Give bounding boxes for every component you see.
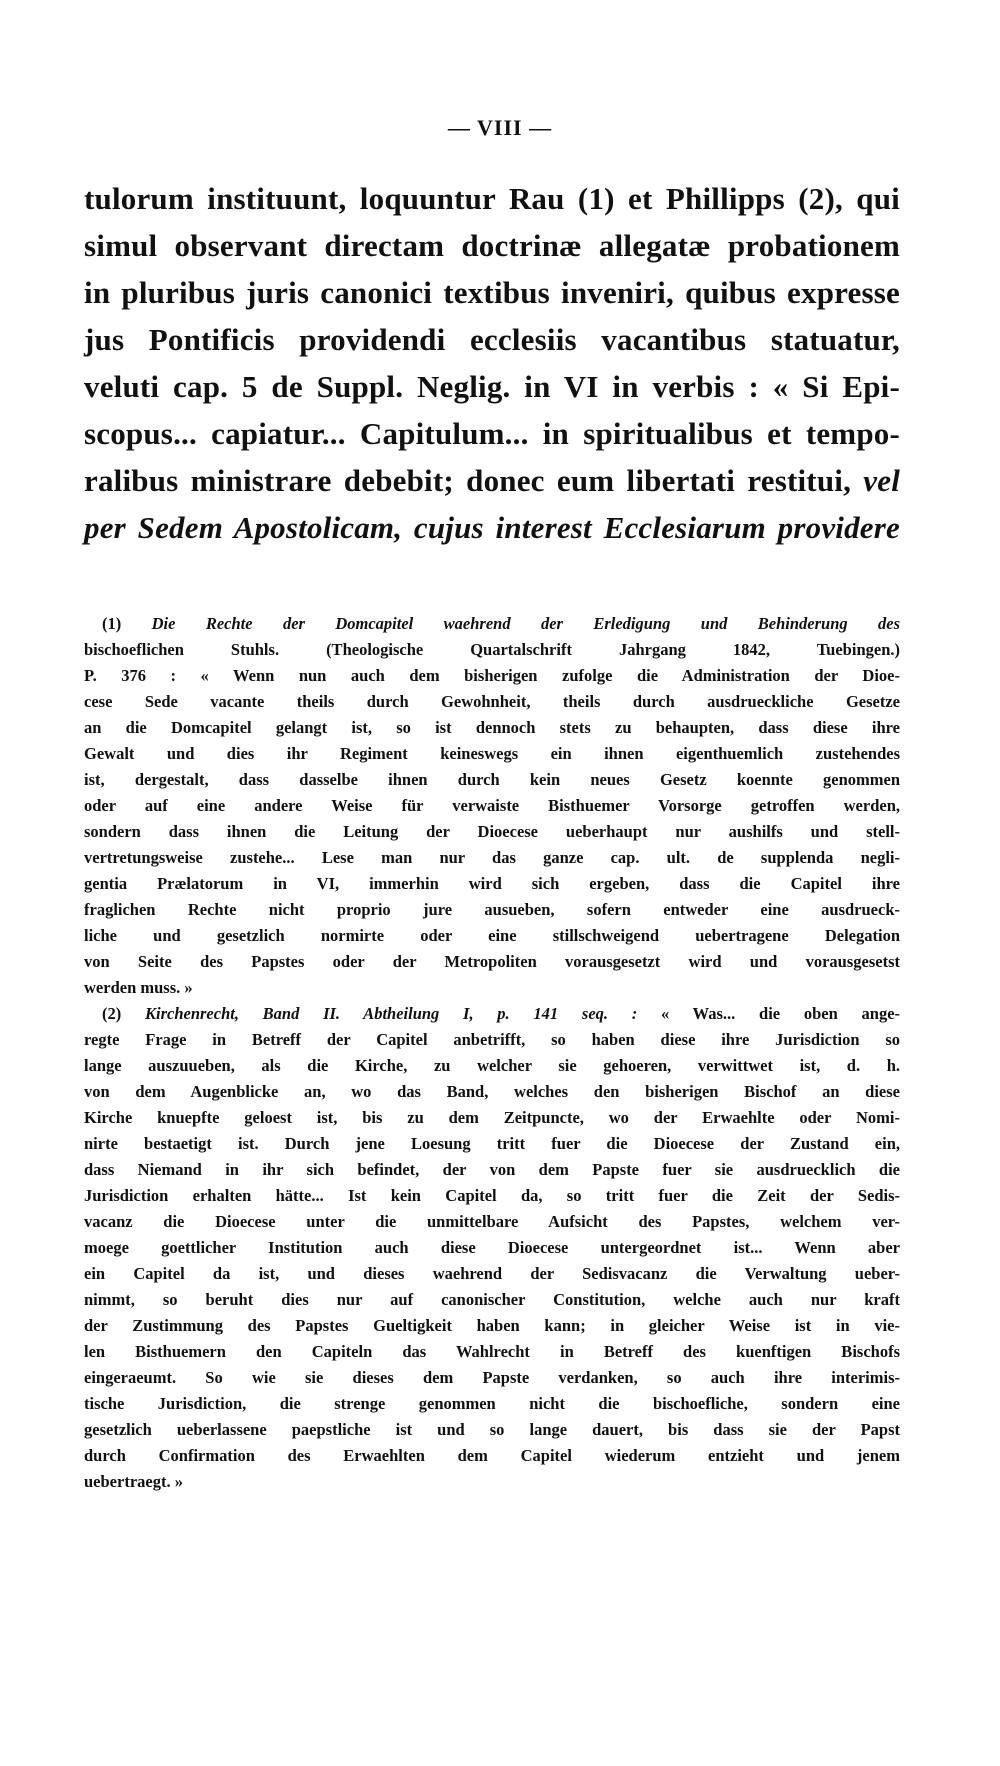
footnote-line: nirte bestaetigt ist. Durch jene Loesung tritt fuer die Dioecese der Zustand ein, [84, 1134, 900, 1153]
footnote-line: P. 376 : « Wenn nun auch dem bisherigen zufolge die Administration der Dioe- [84, 666, 900, 685]
footnote-line: an die Domcapitel gelangt ist, so ist dennoch stets zu behaupten, dass diese ihre [84, 718, 900, 737]
footnote-line: Jurisdiction erhalten hätte... Ist kein Capitel da, so tritt fuer die Zeit der Sedis- [84, 1186, 900, 1205]
main-text-line: veluti cap. 5 de Suppl. Neglig. in VI in verbis : « Si Epi- [84, 369, 900, 404]
main-text-line-italic: per Sedem Apostolicam, cujus interest Ecclesiarum providere [84, 510, 900, 545]
footnote-line: gentia Prælatorum in VI, immerhin wird sich ergeben, dass die Capitel ihre [84, 874, 900, 893]
main-text-line: simul observant directam doctrinæ allegatæ probationem [84, 228, 900, 263]
page-number: — VIII — [447, 115, 553, 140]
footnote-line: ein Capitel da ist, und dieses waehrend der Sedisvacanz die Verwaltung ueber- [84, 1264, 900, 1283]
footnote-line: gesetzlich ueberlassene paepstliche ist und so lange dauert, bis dass sie der Papst [84, 1420, 900, 1439]
main-text-line: tulorum instituunt, loquuntur Rau (1) et Phillipps (2), qui [84, 181, 900, 216]
footnote-line: ist, dergestalt, dass dasselbe ihnen durch kein neues Gesetz koennte genommen [84, 770, 900, 789]
footnote-line: vertretungsweise zustehe... Lese man nur das ganze cap. ult. de supplenda negli- [84, 848, 900, 867]
footnote-1-title: Die Rechte der Domcapitel waehrend der Erledigung und Behinderung des [151, 614, 901, 633]
footnote-line: cese Sede vacante theils durch Gewohnheit, theils durch ausdrueckliche Gesetze [84, 692, 900, 711]
footnote-line: dass Niemand in ihr sich befindet, der von dem Papste fuer sie ausdruecklich die [84, 1160, 900, 1179]
footnote-line: von Seite des Papstes oder der Metropoliten vorausgesetzt wird und vorausgesetst [84, 952, 900, 971]
footnote-1-source: bischoeflichen Stuhls. (Theologische Quartalschrift Jahrgang 1842, Tuebingen.) [84, 640, 900, 659]
footnote-line: Kirche knuepfte geloest ist, bis zu dem Zeitpuncte, wo der Erwaehlte oder Nomi- [84, 1108, 900, 1127]
footnote-2-reference: Kirchenrecht, Band II. Abtheilung I, p. 141 seq. : [144, 1004, 638, 1023]
main-text-block [84, 175, 900, 551]
footnote-2-heading [84, 1001, 900, 1027]
footnotes-block [84, 611, 900, 1495]
footnote-line: tische Jurisdiction, die strenge genommen nicht die bischoefliche, sondern eine [84, 1394, 900, 1413]
footnote-line: len Bisthuemern den Capiteln das Wahlrecht in Betreff des kuenftigen Bischofs [84, 1342, 900, 1361]
footnote-line: vacanz die Dioecese unter die unmittelbare Aufsicht des Papstes, welchem ver- [84, 1212, 900, 1231]
footnote-line: oder auf eine andere Weise für verwaiste Bisthuemer Vorsorge getroffen werden, [84, 796, 900, 815]
main-text-line: jus Pontificis providendi ecclesiis vacantibus statuatur, [84, 322, 900, 357]
footnote-line: uebertraegt. » [84, 1472, 183, 1491]
main-text-line: in pluribus juris canonici textibus inveniri, quibus expresse [84, 275, 900, 310]
footnote-2-quote-start: « Was... die oben ange- [660, 1004, 901, 1023]
footnote-line: sondern dass ihnen die Leitung der Dioecese ueberhaupt nur aushilfs und stell- [84, 822, 900, 841]
main-text-line: scopus... capiatur... Capitulum... in spiritualibus et tempo- [84, 416, 900, 451]
main-text-line [84, 457, 900, 504]
main-text-line-plain: ralibus ministrare debebit; donec eum libertati restitui, [84, 463, 852, 498]
main-text-line-italic: vel [863, 463, 901, 498]
footnote-1-marker: (1) [102, 614, 122, 633]
footnote-line: von dem Augenblicke an, wo das Band, welches den bisherigen Bischof an diese [84, 1082, 900, 1101]
footnote-line: regte Frage in Betreff der Capitel anbetrifft, so haben diese ihre Jurisdiction so [84, 1030, 900, 1049]
footnote-line: eingeraeumt. So wie sie dieses dem Papste verdanken, so auch ihre interimis- [84, 1368, 900, 1387]
footnote-line: fraglichen Rechte nicht proprio jure ausueben, sofern entweder eine ausdrueck- [84, 900, 900, 919]
footnote-line: liche und gesetzlich normirte oder eine stillschweigend uebertragene Delegation [84, 926, 900, 945]
footnote-2-marker: (2) [102, 1004, 122, 1023]
footnote-line: der Zustimmung des Papstes Gueltigkeit haben kann; in gleicher Weise ist in vie- [84, 1316, 900, 1335]
footnote-1-heading [84, 611, 900, 637]
footnote-line: Gewalt und dies ihr Regiment keineswegs ein ihnen eigenthuemlich zustehendes [84, 744, 900, 763]
footnote-line: moege goettlicher Institution auch diese Dioecese untergeordnet ist... Wenn aber [84, 1238, 900, 1257]
footnote-line: lange auszuueben, als die Kirche, zu welcher sie gehoeren, verwittwet ist, d. h. [84, 1056, 900, 1075]
footnote-line: nimmt, so beruht dies nur auf canonischer Constitution, welche auch nur kraft [84, 1290, 900, 1309]
footnote-line: durch Confirmation des Erwaehlten dem Capitel wiederum entzieht und jenem [84, 1446, 900, 1465]
footnote-line: werden muss. » [84, 978, 193, 997]
